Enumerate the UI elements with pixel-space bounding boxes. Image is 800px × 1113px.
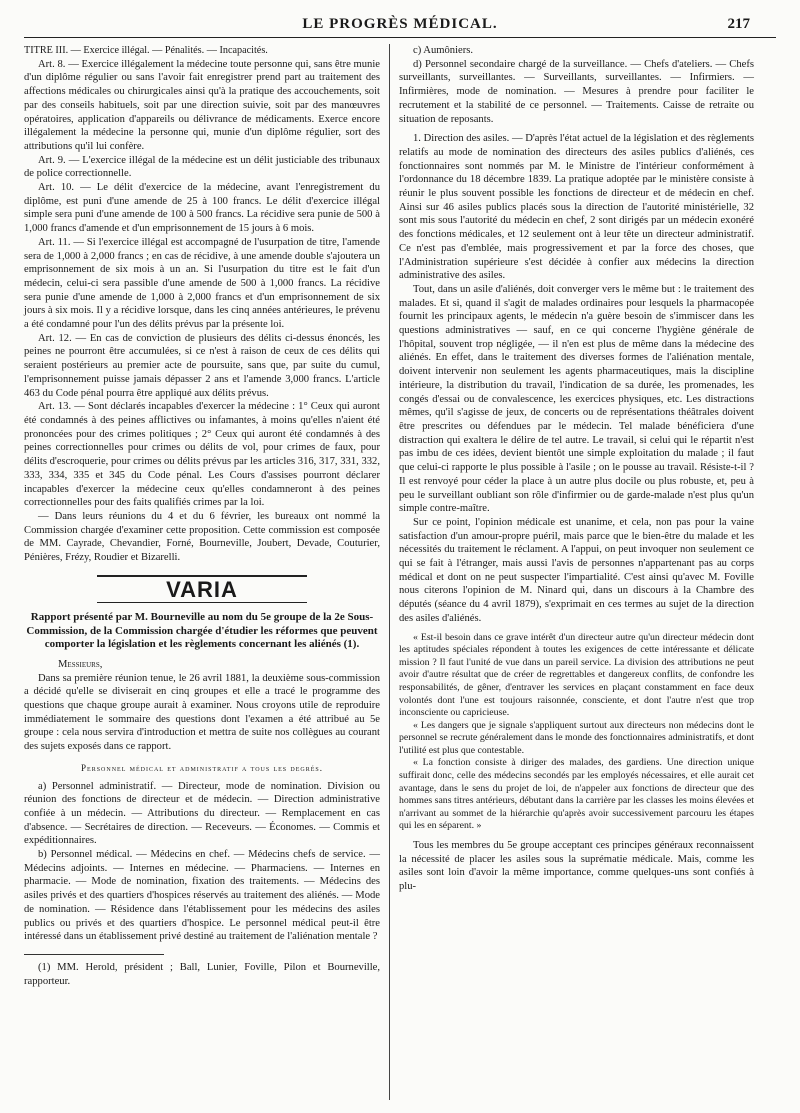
treatment-paragraph: Tout, dans un asile d'aliénés, doit converger vers le même but : le traitement des malades. Et si, quand il s'agit de malades ordinaires pour lesquels la pharmacopée fournit les principaux agents, le médecin n'a guère besoin de s'immiscer dans les questions administratives — sauf, en ce qui concerne l'hygiène générale de l'hôpital, souvent trop négligée, — il n'en est plus de même dans la médecine des aliénés. En effet, dans le traitement des diverses formes de l'aliénation mentale, doivent intervenir non seulement les agents pharmaceutiques, mais la discipline intérieure, la distribution du travail, l'indication de sa durée, les promenades, les congés d'essai ou de convalescence, les exercices physiques, etc. Les distractions mêmes, qu'il s'agisse de jeux, de concerts ou de représentations théâtrales doivent être prescrites ou défendues par le médecin. Tel malade bénéficiera d'une distraction qui exaltera le délire de tel autre. Le travail, si celui qui le répartit n'est pas imbu de ces idées, devient bientôt une simple exploitation du malade ; il faut que celui-ci rapporte le plus possible à l'asile ; on le pousse au travail. Résiste-t-il ? Il est renvoyé pour céder la place à un autre plus docile ou plus robuste, et, peu à peu le surveillant oubliant son rôle d'infirmier ou de garde-malade n'est plus qu'un simple contre-maître. [399,283,754,515]
item-secondary-staff: d) Personnel secondaire chargé de la surveillance. — Chefs d'ateliers. — Chefs surveillants, surveillantes. — Surveillants, surveillantes. — Infirmiers. — Infirmières, mode de nomination. — Mesures à prendre pour faciliter le recrutement et la stabilité de ce personnel. — Traitements. Caisse de retraite ou situation de reposants. [399,58,754,125]
left-column [24,44,380,988]
quote-3: « La fonction consiste à diriger des malades, des gardiens. Une direction unique suffirait donc, celle des médecins secondés par les employés nécessaires, et elle aurait cet avantage, dans le sens du projet de loi, de n'appeler aux fonctions de directeur que des hommes sans titres antérieurs, débutant dans la carrière par les classes les moins élevées et n'arrivant au sommet de la hiérarchie qu'après avoir successivement parcouru les étapes qui les en séparent. » [399,757,755,832]
footnote: (1) MM. Herold, président ; Ball, Lunier, Foville, Pilon et Bourneville, rapporteur. [24,961,380,987]
varia-heading: VARIA [166,576,238,602]
section-heading: Personnel médical et administratif a tous les degrés. [81,762,323,773]
quote-1: « Est-il besoin dans ce grave intérêt d'un directeur autre qu'un directeur médecin dont les aptitudes spéciales répondent à toutes les exigences de cette intéressante et délicate mission ? Il faut l'unité de vue dans un pareil service. La division des attributions ne peut avoir d'autre résultat que de créer de regrettables et dangereux conflits, de confondre les responsabilités, de gêner, d'entraver les services en plaçant constamment en face deux volontés dont l'une est toujours raisonnée, consciente, et dont l'autre n'est que trop inconsciente ou capricieuse. [399,631,754,719]
direction-paragraph: 1. Direction des asiles. — D'après l'état actuel de la législation et des règlements relatifs au mode de nomination des directeurs des asiles publics d'aliénés, ces fonctionnaires sont nommés par M. le Ministre de l'intérieur conformément à l'ordonnance du 18 décembre 1839. La pratique adoptée par le ministère consiste à réunir le plus souvent possible les fonctions de directeur et de médecin en chef. Ainsi sur 46 asiles publics placés sous la direction de l'autorité ministérielle, 32 sont mis sous l'autorité du médecin en chef, 2 sont dirigés par un médecin exonéré des fonctions médicales, et 12 seulement ont à leur tête un directeur administratif. Ce n'est pas d'emblée, mais progressivement et par la force des choses, que l'Administration supérieure s'est décidée à confier aux médecins la direction administrative des asiles. [399,133,754,282]
article-13: Art. 13. — Sont déclarés incapables d'exercer la médecine : 1° Ceux qui auront été condamnés à des peines afflictives ou infamantes, à moins qu'elles n'aient été prononcées pour des crimes politiques ; 2° Ceux qui auront été condamnés à des peines correctionnelles pour crimes ou délits de vol, pour crimes de faux, pour délits d'escroquerie, pour crimes ou délits prévus par les articles 316, 317, 331, 332, 333, 334, 335 et 345 du Code pénal. Les Cours d'assises pourront déclarer incapables d'exercer la médecine ceux qu'elles condamneront à des peines correctionnelles pour des faits qualifiés crimes par la loi. [24,401,380,509]
page-number: 217 [727,16,750,32]
varia-rule-bottom [97,602,307,603]
report-intro: Dans sa première réunion tenue, le 26 avril 1881, la deuxième sous-commission a décidé qu'elle se diviserait en cinq groupes et elle a tracé le programme des questions que chaque groupe aurait à examiner. Nous croyons utile de reproduire immédiatement le sommaire des questions dont l'examen a été attribué au 5e groupe : cela nous servira d'introduction et mettra de suite nos collègues au courant des sujets exposés dans ce rapport. [24,672,380,753]
opinion-paragraph: Sur ce point, l'opinion médicale est unanime, et cela, non pas pour la vaine satisfaction d'un amour-propre puéril, mais parce que le bien-être du malade et les nécessités du traitement le réclament. A l'appui, on peut invoquer non seulement ce qui se fait à l'étranger, mais aussi l'avis de personnes n'appartenant pas au corps médical et dont on ne peut suspecter l'impartialité. C'est ainsi qu'avec M. Foville nous citerons l'opinion de M. Ninard qui, dans un discours à la Chambre des députés (séance du 4 avril 1879), s'exprimait en ces termes au sujet de la direction des asiles d'aliénés. [399,516,754,624]
item-administrative: a) Personnel administratif. — Directeur, mode de nomination. Division ou réunion des fonctions de directeur et de médecin. — Direction administrative confiée à un médecin. — Attributions du directeur. — Remplacement en cas d'absence. — Secrétaires de direction. — Receveurs. — Économes. — Commis et expéditionnaires. [24,780,380,847]
varia-heading-block [24,575,380,604]
column-divider [389,44,390,1100]
commission-note: — Dans leurs réunions du 4 et du 6 février, les bureaux ont nommé la Commission chargée d'examiner cette proposition. Cette commission est composée de MM. Cayrade, Chevandier, Forné, Bourneville, Joubert, Devade, Couturier, Pénières, Frézy, Roudier et Bizarelli. [24,510,380,564]
header-rule [24,37,776,38]
footnote-rule [24,954,164,955]
journal-title: LE PROGRÈS MÉDICAL. [302,16,498,32]
closing-paragraph: Tous les membres du 5e groupe acceptant ces principes généraux reconnaissent la nécessité de placer les asiles sous la suprématie médicale. Mais, comme les asiles sont loin d'avoir la même importance, comme quelques-uns sont confiés à plu- [399,840,754,893]
quote-2: « Les dangers que je signale s'appliquent surtout aux directeurs non médecins dont le personnel se recrute généralement dans le monde des fonctionnaires administratifs, et dont l'utilité est plus que contestable. [399,719,754,756]
section-title: TITRE III. — Exercice illégal. — Pénalités. — Incapacités. [24,45,268,56]
article-9: Art. 9. — L'exercice illégal de la médecine est un délit justiciable des tribunaux de police correctionnelle. [24,154,380,180]
article-11: Art. 11. — Si l'exercice illégal est accompagné de l'usurpation de titre, l'amende sera de 1,000 à 2,000 francs ; en cas de récidive, à une amende double s'ajoutera un emprisonnement de six mois à un an. Si l'usurpation du titre est le fait d'un médecin, celui-ci sera passible d'une amende de 500 à 1,000 francs. La récidive sera punie d'une amende de 1,000 à 2,000 francs et d'un emprisonnement de six jours à six mois. Il y a récidive lorsque, dans les cinq années antérieures, le prévenu a été condamné pour l'un des délits prévus par la présente loi. [24,236,380,331]
item-medical: b) Personnel médical. — Médecins en chef. — Médecins chefs de service. — Médecins adjoints. — Internes en médecine. — Pharmaciens. — Internes en pharmacie. — Mode de nomination, fixation des traitements. — Médecins des asiles privés et des quartiers d'hospices réservés au traitement des aliénés. — Mode de nomination. — Résidence dans l'établissement pour les médecins des asiles publics ou privés et des quartiers d'hospice. Le personnel médical peut-il être intéressé dans un établissement privé destiné au traitement de l'aliénation mentale ? [24,849,380,943]
running-head [40,16,760,36]
article-10: Art. 10. — Le délit d'exercice de la médecine, avant l'enregistrement du diplôme, est puni d'une amende de 25 à 100 francs. Le délit d'exercice illégal simple sera puni d'une amende de 100 à 500 francs. La récidive sera punie de 500 à 1,000 francs d'amende et d'un emprisonnement de 15 jours à 6 mois. [24,182,380,235]
report-title: Rapport présenté par M. Bourneville au nom du 5e groupe de la 2e Sous-Commission, de la Commission chargée d'étudier les réformes que peuvent comporter la législation et les règlements concernant les aliénés (1). [26,611,378,651]
item-chaplains: c) Aumôniers. [413,45,474,56]
right-column [399,44,754,894]
article-8: Art. 8. — Exercice illégalement la médecine toute personne qui, sans être munie d'un diplôme régulier ou sans l'avoir fait enregistrer prend part au traitement des affections médicales ou chirurgicales ainsi qu'à la pratique des accouchements, soit par des conseils habituels, soit par une direction suivie, soit par des manœuvres opératoires, application d'appareils ou délivrance de médicaments. Exerce encore illégalement la médecine la personne qui, munie d'un diplôme régulier, sort des attributions qu'il lui confère. [24,58,380,152]
article-12: Art. 12. — En cas de conviction de plusieurs des délits ci-dessus énoncés, les peines ne pourront être accumulées, si ce n'est à raison de ceux de ces délits qui seraient postérieurs au premier acte de poursuite, sans que, par suite du cumul, l'emprisonnement puisse jamais dépasser 2 ans et l'amende 3,000 francs. L'article 463 du Code pénal pourra être appliqué aux délits prévus. [24,332,380,399]
salutation: Messieurs, [58,658,103,670]
